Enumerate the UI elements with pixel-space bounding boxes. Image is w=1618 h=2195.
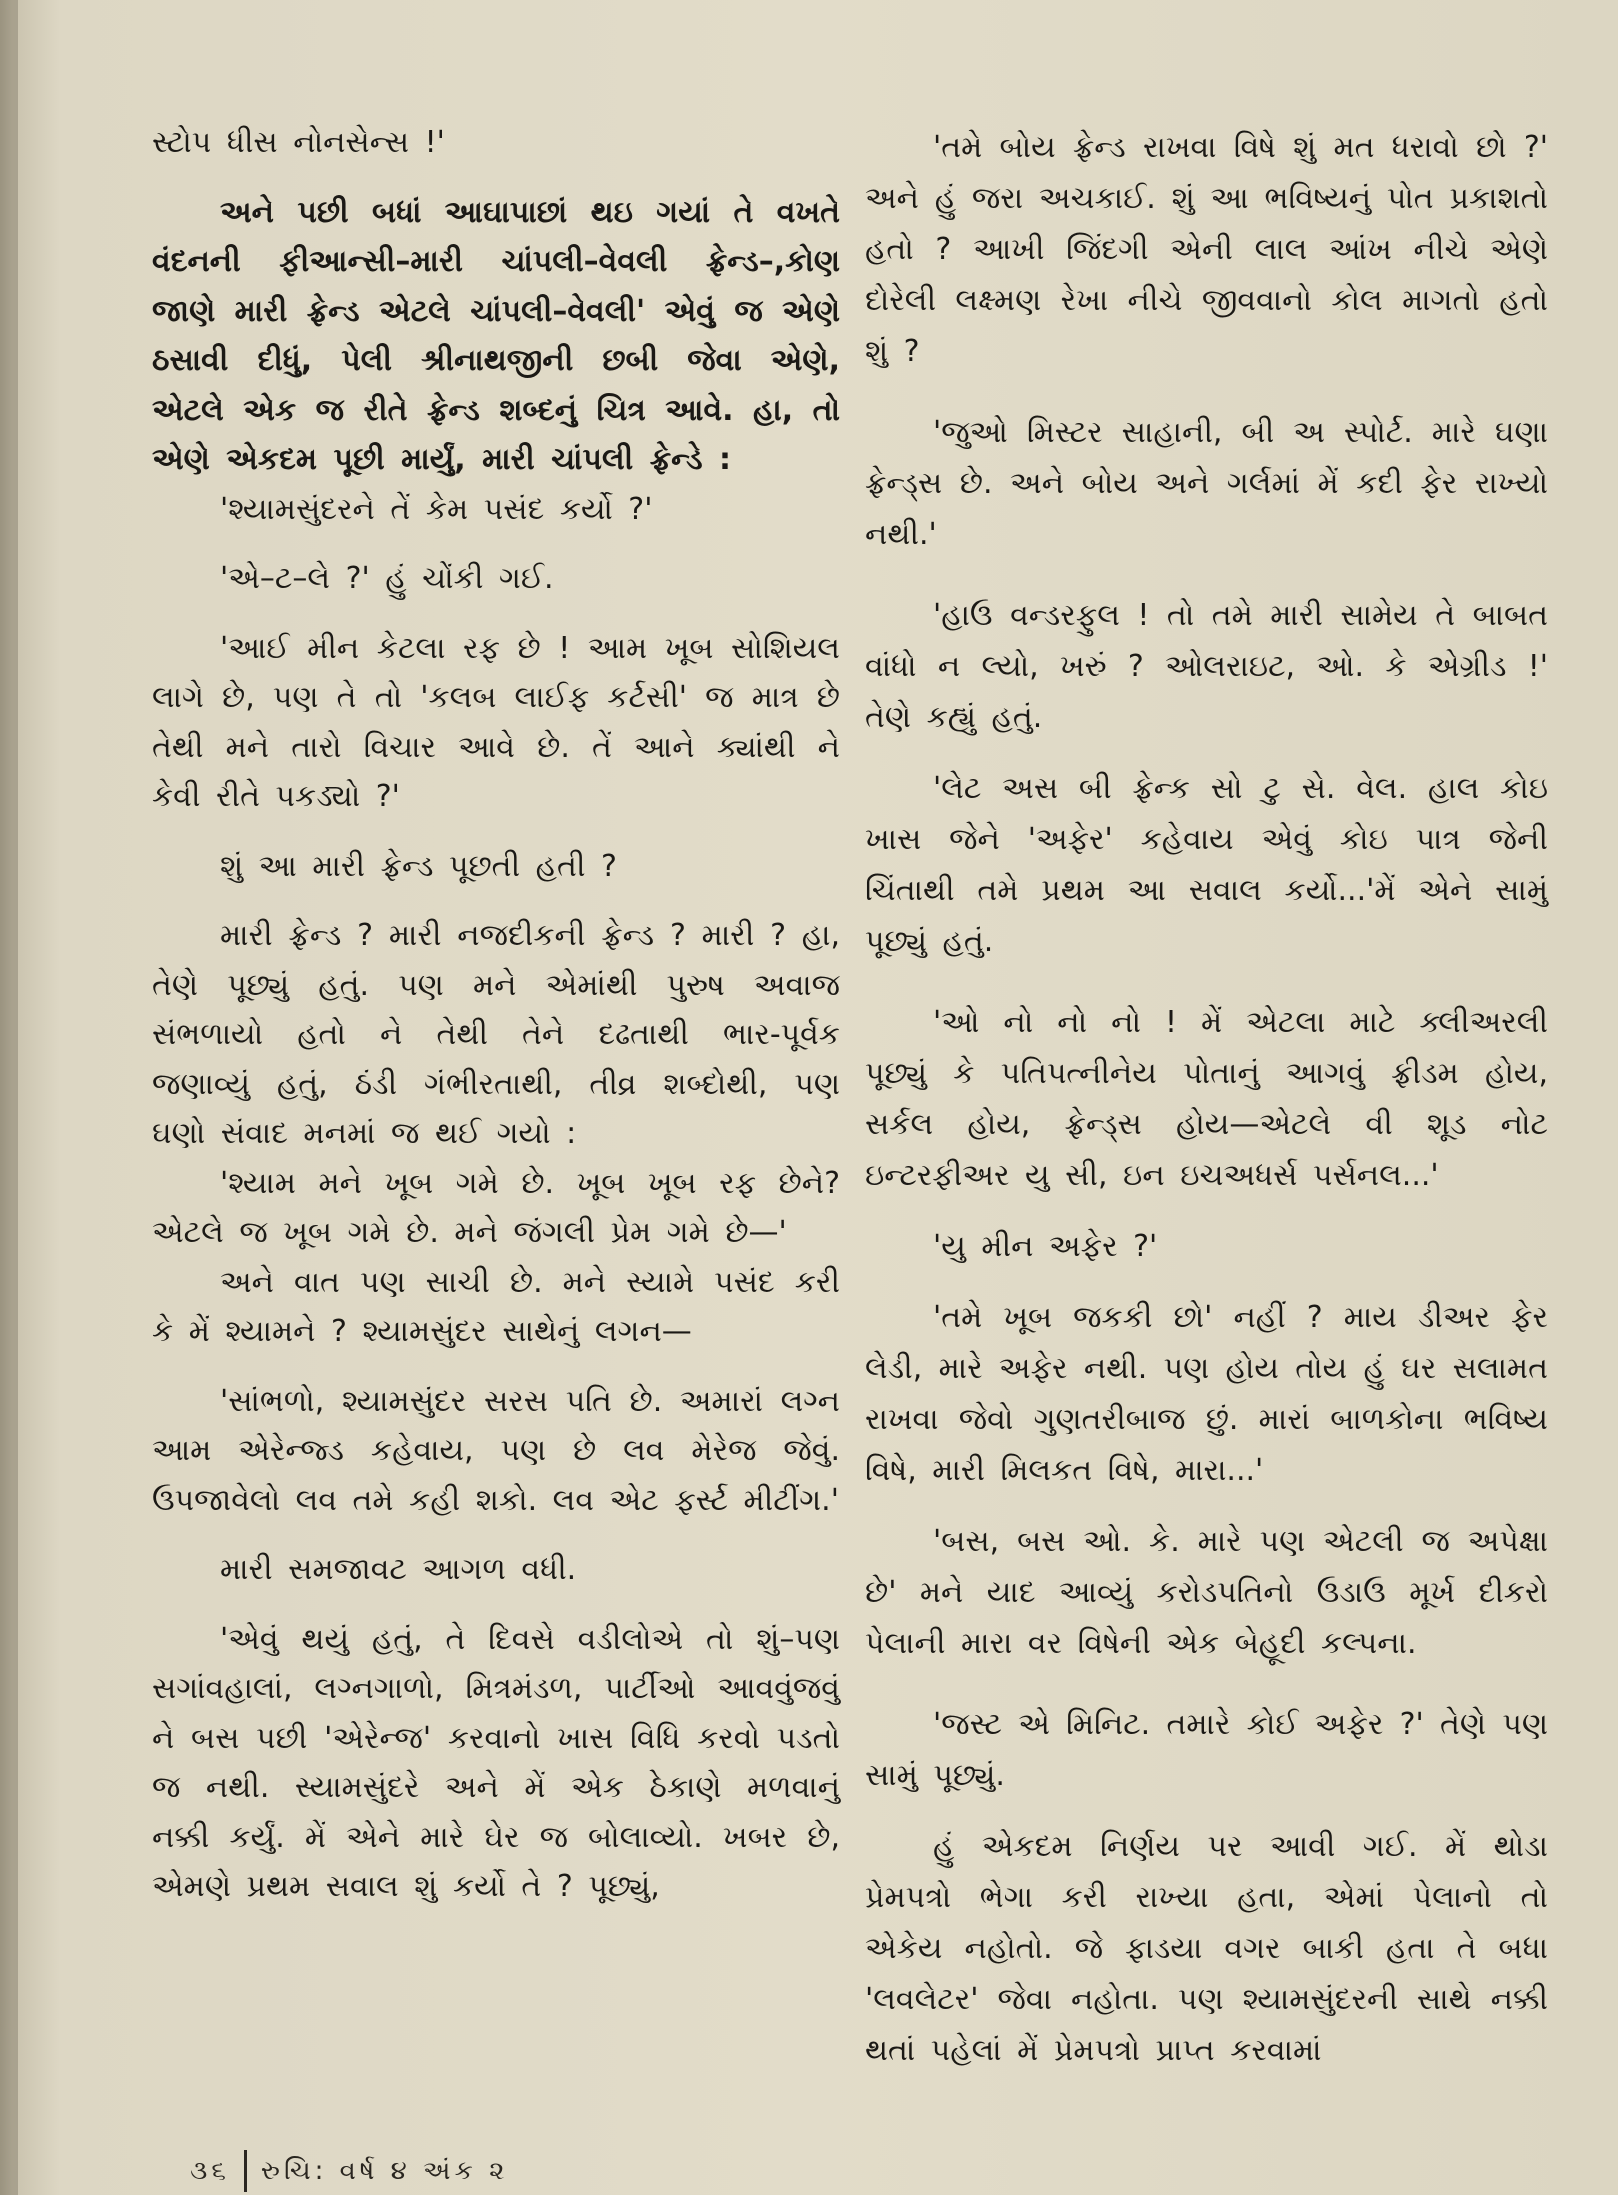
paragraph: અને પછી બધાં આઘાપાછાં થઇ ગયાં તે વખતે વંદનની ફીઆન્સી–મારી ચાંપલી–વેવલી ફ્રેન્ડ–,કોણ જાણે મારી ફ્રેન્ડ એટલે ચાંપલી–વેવલી' એવું જ એણે ઠસાવી દીધું, પેલી શ્રીનાથજીની છબી જેવા એણે, એટલે એક જ રીતે ફ્રેન્ડ શબ્દનું ચિત્ર આવે. હા, તો એણે એકદમ પૂછી માર્યું, મારી ચાંપલી ફ્રેન્ડે :	[152, 194, 840, 477]
paragraph: 'શ્યામ મને ખૂબ ગમે છે. ખૂબ ખૂબ રફ છેને? એટલે જ ખૂબ ગમે છે. મને જંગલી પ્રેમ ગમે છે—'	[152, 1165, 840, 1250]
footer-divider	[244, 2150, 247, 2192]
paragraph: 'હાઉ વન્ડરફુલ ! તો તમે મારી સામેય તે બાબત વાંધો ન લ્યો, ખરું ? ઓલરાઇટ, ઓ. કે એગ્રીડ !' તેણે કહ્યું હતું.	[865, 598, 1548, 735]
right-column	[865, 122, 1548, 2076]
paragraph: હું એકદમ નિર્ણય પર આવી ગઈ. મેં થોડા પ્રેમપત્રો ભેગા કરી રાખ્યા હતા, એમાં પેલાનો તો એકેય નહોતો. જે ફાડયા વગર બાકી હતા તે બધા 'લવલેટર' જેવા નહોતા. પણ શ્યામસુંદરની સાથે નક્કી થતાં પહેલાં મેં પ્રેમપત્રો પ્રાપ્ત કરવામાં	[865, 1829, 1548, 2068]
paragraph: 'ઓ નો નો નો ! મેં એટલા માટે ક્લીઅરલી પૂછ્યું કે પતિપત્નીનેય પોતાનું આગવું ફ્રીડમ હોય, સર્કલ હોય, ફ્રેન્ડ્સ હોય—એટલે વી શૂડ નોટ ઇન્ટરફીઅર યુ સી, ઇન ઇચઅધર્સ પર્સનલ...'	[865, 1005, 1548, 1193]
paragraph: 'બસ, બસ ઓ. કે. મારે પણ એટલી જ અપેક્ષા છે' મને યાદ આવ્યું કરોડપતિનો ઉડાઉ મૂર્ખ દીકરો પેલાની મારા વર વિષેની એક બેહૂદી કલ્પના.	[865, 1524, 1548, 1661]
paragraph: 'સાંભળો, શ્યામસુંદર સરસ પતિ છે. અમારાં લગ્ન આમ એરેન્જ્ડ કહેવાય, પણ છે લવ મેરેજ જેવું. ઉપજાવેલો લવ તમે કહી શકો. લવ એટ ફર્સ્ટ મીટીંગ.'	[152, 1383, 840, 1518]
paragraph: અને વાત પણ સાચી છે. મને સ્યામે પસંદ કરી કે મેં શ્યામને ? શ્યામસુંદર સાથેનું લગન—	[152, 1264, 840, 1349]
magazine-issue: રુચિ: વર્ષ ૪ અંક ૨	[260, 2155, 509, 2186]
paragraph: 'આઈ મીન કેટલા રફ છે ! આમ ખૂબ સોશિયલ લાગે છે, પણ તે તો 'કલબ લાઈફ કર્ટસી' જ માત્ર છે તેથી મને તારો વિચાર આવે છે. તેં આને ક્યાંથી ને કેવી રીતે પકડ્યો ?'	[152, 630, 840, 814]
paragraph: 'એ–ટ–લે ?' હું ચોંકી ગઈ.	[220, 561, 554, 596]
paragraph: 'યુ મીન અફેર ?'	[933, 1229, 1158, 1264]
paragraph: 'તમે બોય ફ્રેન્ડ રાખવા વિષે શું મત ધરાવો છો ?' અને હું જરા અચકાઈ. શું આ ભવિષ્યનું પોત પ્રકાશતો હતો ? આખી જિંદગી એની લાલ આંખ નીચે એણે દોરેલી લક્ષ્મણ રેખા નીચે જીવવાનો કોલ માગતો હતો શું ?	[865, 130, 1548, 369]
paragraph: 'તમે ખૂબ જકકી છો' નહીં ? માય ડીઅર ફેર લેડી, મારે અફેર નથી. પણ હોય તોય હું ઘર સલામત રાખવા જેવો ગુણતરીબાજ છું. મારાં બાળકોના ભવિષ્ય વિષે, મારી મિલકત વિષે, મારા...'	[865, 1300, 1548, 1488]
binding-shadow	[0, 0, 18, 2195]
paragraph: 'એવું થયું હતું, તે દિવસે વડીલોએ તો શું–પણ સગાંવહાલાં, લગ્નગાળો, મિત્રમંડળ, પાર્ટીઓ આવવુંજવું ને બસ પછી 'એરેન્જ' કરવાનો ખાસ વિધિ કરવો પડતો જ નથી. સ્યામસુંદરે અને મેં એક ઠેકાણે મળવાનું નક્કી કર્યું. મેં એને મારે ઘેર જ બોલાવ્યો. ખબર છે, એમણે પ્રથમ સવાલ શું કર્યો તે ? પૂછ્યું,	[152, 1621, 840, 1904]
paragraph: સ્ટોપ ધીસ નોનસેન્સ !'	[152, 125, 445, 160]
page-number: ૩૬	[190, 2155, 230, 2186]
left-column	[152, 118, 840, 1912]
paragraph: મારી ફ્રેન્ડ ? મારી નજદીકની ફ્રેન્ડ ? મારી ? હા, તેણે પૂછ્યું હતું. પણ મને એમાંથી પુરુષ અવાજ સંભળાયો હતો ને તેથી તેને દઢતાથી ભાર-પૂર્વક જણાવ્યું હતું, ઠંડી ગંભીરતાથી, તીવ્ર શબ્દોથી, પણ ઘણો સંવાદ મનમાં જ થઈ ગયો :	[152, 918, 840, 1151]
paragraph: 'જુઓ મિસ્ટર સાહાની, બી અ સ્પોર્ટ. મારે ઘણા ફ્રેન્ડ્સ છે. અને બોય અને ગર્લમાં મેં કદી ફેર રાખ્યો નથી.'	[865, 415, 1548, 552]
paragraph: 'લેટ અસ બી ફ્રેન્ક સો ટુ સે. વેલ. હાલ કોઇ ખાસ જેને 'અફેર' કહેવાય એવું કોઇ પાત્ર જેની ચિંતાથી તમે પ્રથમ આ સવાલ કર્યો...'મેં એને સામું પૂછ્યું હતું.	[865, 771, 1548, 959]
paragraph: 'શ્યામસુંદરને તેં કેમ પસંદ કર્યો ?'	[220, 491, 653, 527]
paragraph: 'જસ્ટ એ મિનિટ. તમારે કોઈ અફેર ?' તેણે પણ સામું પૂછ્યું.	[865, 1707, 1548, 1793]
paragraph: શું આ મારી ફ્રેન્ડ પૂછતી હતી ?	[220, 848, 617, 884]
paragraph: મારી સમજાવટ આગળ વધી.	[220, 1552, 577, 1587]
page-footer	[190, 2150, 508, 2192]
